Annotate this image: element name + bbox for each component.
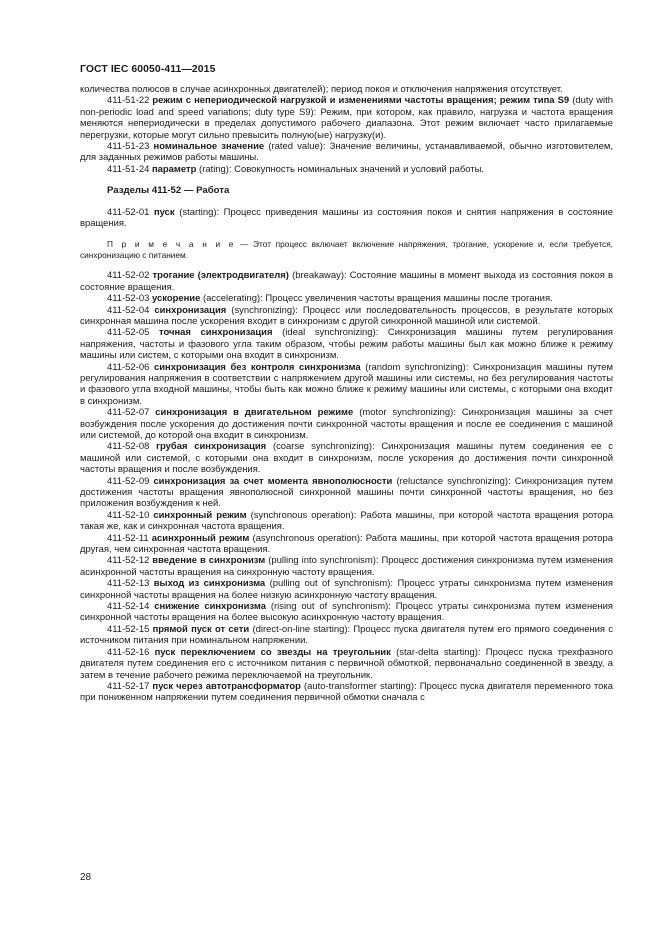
entry-term: грубая синхронизация — [156, 441, 267, 453]
entry-term: синхронный режим — [153, 509, 247, 521]
entry-definition: (auto-transformer starting): Процесс пуска двигателя переменного тока при пониженном напряжении путем соединения первичной обмотки сначала с — [80, 680, 614, 704]
entry-term: параметр — [151, 163, 197, 175]
definition-entry — [80, 555, 613, 578]
entry-definition: (random synchronizing): Синхронизация машины путем регулирования напряжения в соответствии с напряжением другой машины или системы, но без регулирования частоты и фазового угла входной машины, чтобы быть как можно ближе к режиму машины или системы, с которыми она входит в синхронизм. — [80, 361, 614, 407]
definition-entry — [80, 95, 613, 141]
entry-definition: (asynchronous operation): Работа машины, при которой частота вращения ротора другая, чем синхронная частота вращения. — [80, 532, 614, 556]
entry-number: 411-52-10 — [107, 509, 150, 521]
entry-term: ускорение — [151, 293, 201, 305]
entry-number: 411-52-02 — [107, 270, 150, 282]
entry-number: 411-52-16 — [107, 646, 150, 658]
entry-number: 411-52-06 — [107, 361, 150, 373]
section-title: Разделы 411-52 — Работа — [107, 185, 230, 197]
note-text: — Этот процесс включает включение напряжения, трогание, ускорение и, если требуется, синхронизацию с питанием. — [80, 239, 613, 260]
entry-definition: (motor synchronizing): Синхронизация машины за счет возбуждения после ускорения до достижения почти синхронной частоты вращения и после ее соединения с машиной или системой, до которой она входит в синхронизм. — [80, 407, 613, 441]
entry-definition: (rising out of synchronism): Процесс утраты синхронизма путем изменения синхронной частоты вращения на более высокую асинхронную частоту вращения. — [80, 601, 614, 624]
entry-term: пуск через автотрансформатор — [152, 680, 301, 692]
entry-term: синхронизация в двигательном режиме — [155, 407, 354, 419]
entry-term: асинхронный режим — [151, 532, 250, 544]
entry-number: 411-52-04 — [107, 304, 150, 316]
definition-entry — [80, 270, 613, 293]
entry-definition: (rated value): Значение величины, устанавливаемой, обычно изготовителем, для заданных режимов работы машины. — [80, 141, 614, 164]
entry-term: синхронизация без контроля синхронизма — [153, 361, 361, 373]
entry-term: прямой пуск от сети — [152, 623, 250, 635]
definition-entry — [80, 476, 613, 510]
entry-term: введение в синхронизм — [152, 555, 266, 567]
entry-term: выход из синхронизма — [153, 578, 266, 590]
entry-term: режим с непериодической нагрузкой и изменениями частоты вращения; режим типа S9 — [152, 95, 570, 107]
entry-number: 411-52-11 — [107, 532, 149, 544]
definition-entry — [80, 441, 613, 475]
entry-definition: (coarse synchronizing): Синхронизация машины путем соединения ее с машиной или системой, с которыми она входит в синхронизм, после ускорения до достижения почти синхронной частоты вращения и после возбуждения. — [80, 441, 613, 476]
entry-definition: (accelerating): Процесс увеличения частоты вращения машины после трогания. — [202, 293, 553, 305]
entry-definition: (duty with non-periodic load and speed variations; duty type S9): Режим, при котором, как правило, нагрузка и частота вращения меняются непериодически в пределах допустимого рабочего диапазона. Этот режим включает часто прилагаемые перегрузки, которые могут сильно превысить полную(ые) нагрузку(и). — [80, 95, 614, 141]
entry-number: 411-52-17 — [107, 680, 150, 692]
entry-definition: (pulling into synchronism): Процесс достижения синхронизма путем изменения асинхронной частоты вращения на синхронную частоту вращения. — [80, 555, 613, 578]
entry-number: 411-51-24 — [107, 163, 150, 175]
definition-entry — [80, 624, 613, 647]
entry-definition: (rating): Совокупность номинальных значений и условий работы. — [199, 163, 485, 175]
definition-entry — [80, 578, 613, 601]
definition-entry — [80, 305, 613, 328]
page-number: 28 — [80, 872, 92, 883]
definition-entry — [80, 510, 613, 533]
document-body — [80, 84, 613, 704]
entry-term: точная синхронизация — [158, 327, 273, 339]
entries-52 — [80, 270, 613, 703]
continuation-text: количества полюсов в случае асинхронных двигателей); период покоя и отключения напряжения отсутствует. — [80, 84, 563, 95]
definition-entry — [80, 362, 613, 408]
entry-number: 411-52-08 — [107, 441, 150, 453]
entry-number: 411-51-23 — [107, 141, 150, 153]
definition-entry — [80, 407, 613, 441]
entry-definition: (synchronizing): Процесс или последовательность процессов, в результате которых синхронная машина после ускорения входит в синхронизм с другой синхронной машиной или системой. — [80, 304, 614, 327]
entry-definition: (synchronous operation): Работа машины, при которой частота вращения ротора такая же, как и синхронная частота вращения. — [80, 509, 614, 533]
entry-number: 411-52-12 — [107, 555, 150, 567]
definition-entry — [80, 681, 613, 704]
entry-number: 411-52-01 — [107, 206, 150, 218]
entry-term: номинальное значение — [153, 141, 265, 153]
entry-definition: (reluctance synchronizing): Синхронизация путем достижения частоты вращения явнополюсной синхронной машины почти синхронной частоты вращения, но без приложения возбуждения к ней. — [80, 475, 614, 510]
entry-term: пуск — [153, 206, 175, 218]
definition-entry — [80, 293, 613, 304]
definition-entry — [80, 327, 613, 361]
definition-entry — [80, 207, 613, 230]
entry-number: 411-52-03 — [107, 293, 150, 305]
entry-number: 411-52-13 — [107, 578, 150, 590]
definition-entry — [80, 141, 613, 164]
entries-51 — [80, 95, 613, 175]
definition-entry — [80, 601, 613, 624]
entry-number: 411-52-05 — [107, 327, 150, 339]
note-label: П р и м е ч а н и е — [107, 239, 236, 250]
entry-term: трогание (электродвигателя) — [152, 270, 289, 282]
entry-number: 411-52-15 — [107, 623, 150, 635]
entry-definition: (pulling out of synchronism): Процесс утраты синхронизма путем изменения синхронной частоты вращения на более низкую асинхронную частоту вращения. — [80, 578, 613, 601]
definition-entry — [80, 647, 613, 681]
document-header: ГОСТ IEC 60050-411—2015 — [80, 64, 216, 75]
entry-number: 411-52-07 — [107, 407, 150, 419]
entry-number: 411-51-22 — [107, 95, 150, 107]
entry-definition: (ideal synchronizing): Синхронизация машины путем регулирования напряжения, частоты и фазового угла таким образом, чтобы режим работы машины был как можно ближе к режиму машины или систем, с которыми она входит в синхронизм. — [80, 327, 613, 362]
entry-term: пуск переключением со звезды на треугольник — [154, 646, 391, 658]
entry-number: 411-52-09 — [107, 475, 150, 487]
entry-term: синхронизация за счет момента явнополюсности — [153, 475, 393, 487]
entry-definition: (breakaway): Состояние машины в момент выхода из состояния покоя в состояние вращения. — [80, 270, 614, 293]
definition-entry — [80, 533, 613, 556]
entry-number: 411-52-14 — [107, 601, 150, 613]
entry-definition: (direct-on-line starting): Процесс пуска двигателя путем его прямого соединения с источником питания при номинальном напряжении. — [80, 623, 613, 647]
entry-term: синхронизация — [154, 304, 227, 316]
entry-definition: (star-delta starting): Процесс пуска трехфазного двигателя путем соединения его с источником питания с первичной обмоткой, первоначально соединенной в звезду, а затем в течение рабочего режима переключаемой на треугольник. — [80, 646, 614, 681]
definition-entry — [80, 164, 613, 175]
entry-term: снижение синхронизма — [154, 601, 266, 613]
entry-definition: (starting): Процесс приведения машины из состояния покоя и снятия напряжения в состояние вращения. — [80, 206, 614, 230]
note — [80, 239, 613, 260]
